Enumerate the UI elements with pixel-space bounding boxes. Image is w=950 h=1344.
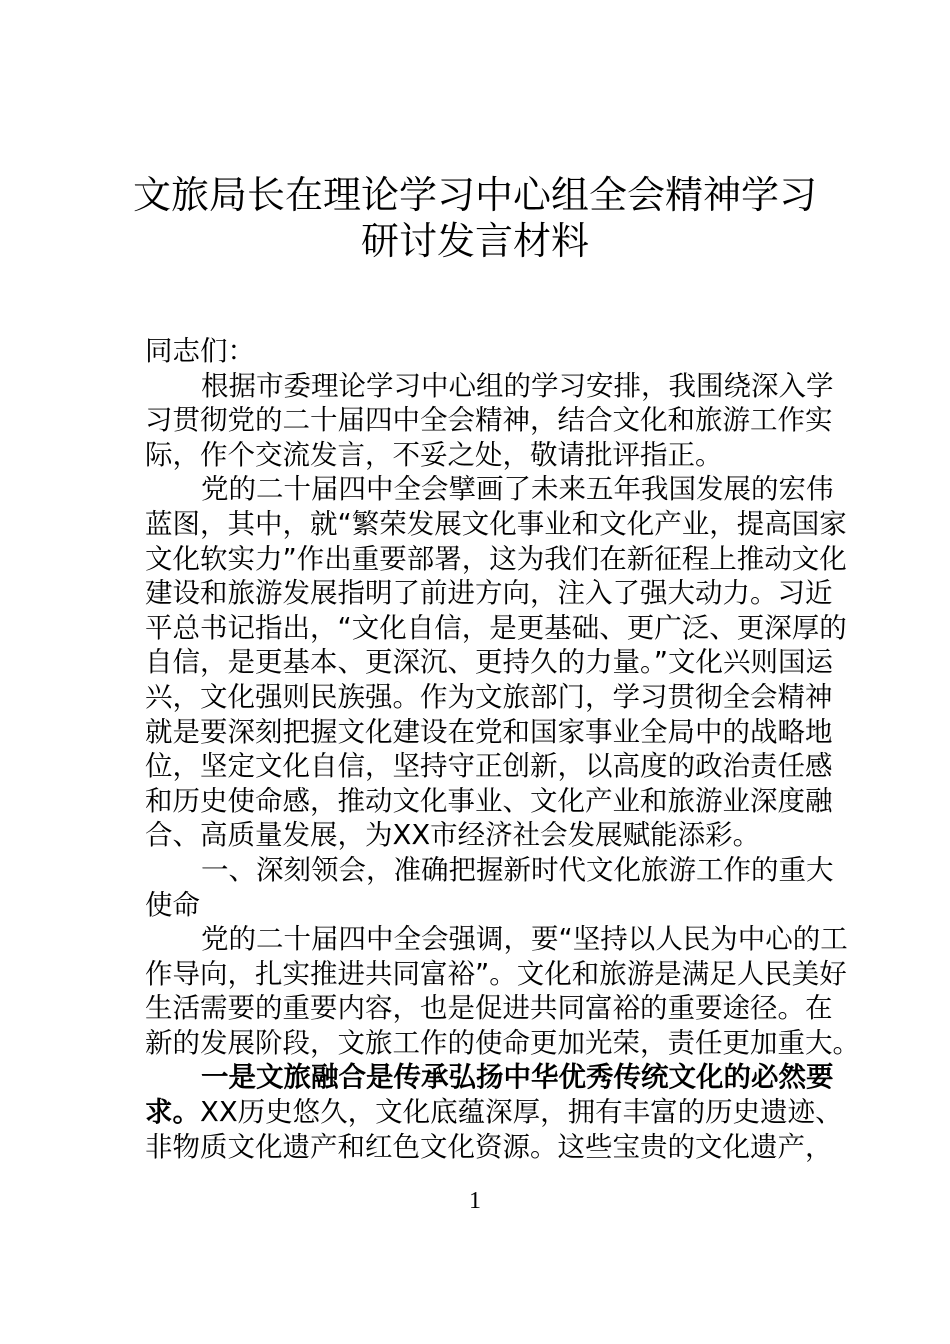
text-line: 蓝图，其中，就“繁荣发展文化事业和文化产业，提高国家 bbox=[145, 507, 847, 540]
text-line: 兴，文化强则民族强。作为文旅部门，学习贯彻全会精神 bbox=[145, 680, 833, 713]
text-line: 文化软实力”作出重要部署，这为我们在新征程上推动文化 bbox=[145, 542, 847, 575]
page-number: 1 bbox=[469, 1188, 481, 1214]
text-line: 就是要深刻把握文化建设在党和国家事业全局中的战略地 bbox=[145, 715, 833, 748]
text-line: 党的二十届四中全会强调，要“坚持以人民为中心的工 bbox=[201, 923, 848, 956]
text-line: 合、高质量发展，为XX市经济社会发展赋能添彩。 bbox=[145, 819, 761, 852]
text-line: 平总书记指出，“文化自信，是更基础、更广泛、更深厚的 bbox=[145, 611, 847, 644]
text-line: 习贯彻党的二十届四中全会精神，结合文化和旅游工作实 bbox=[145, 404, 833, 437]
text-line: 生活需要的重要内容，也是促进共同富裕的重要途径。在 bbox=[145, 992, 833, 1025]
text-line: 和历史使命感，推动文化事业、文化产业和旅游业深度融 bbox=[145, 784, 833, 817]
text-line: 使命 bbox=[145, 888, 200, 921]
text-line: 位，坚定文化自信，坚持守正创新，以高度的政治责任感 bbox=[145, 750, 833, 783]
text-line: 一、深刻领会，准确把握新时代文化旅游工作的重大 bbox=[201, 853, 834, 886]
text: XX历史悠久，文化底蕴深厚，拥有丰富的历史遗迹、 bbox=[200, 1096, 843, 1129]
salutation: 同志们： bbox=[145, 335, 255, 367]
text-line: 作导向，扎实推进共同富裕”。文化和旅游是满足人民美好 bbox=[145, 957, 847, 990]
text-line: 非物质文化遗产和红色文化资源。这些宝贵的文化遗产， bbox=[145, 1130, 833, 1163]
text-line: 新的发展阶段，文旅工作的使命更加光荣，责任更加重大。 bbox=[145, 1026, 860, 1059]
document-title-line-2: 研讨发言材料 bbox=[360, 219, 589, 263]
text-line: 际，作个交流发言，不妥之处，敬请批评指正。 bbox=[145, 438, 723, 471]
text-line bbox=[145, 1095, 843, 1130]
text-line: 自信，是更基本、更深沉、更持久的力量。”文化兴则国运 bbox=[145, 646, 833, 679]
document-title-line-1: 文旅局长在理论学习中心组全会精神学习 bbox=[132, 173, 817, 217]
text-line: 党的二十届四中全会擘画了未来五年我国发展的宏伟 bbox=[201, 473, 834, 506]
text-line: 一是文旅融合是传承弘扬中华优秀传统文化的必然要 bbox=[201, 1061, 834, 1094]
text-line: 建设和旅游发展指明了前进方向，注入了强大动力。习近 bbox=[145, 577, 833, 610]
text-line: 根据市委理论学习中心组的学习安排，我围绕深入学 bbox=[201, 369, 834, 402]
document-body bbox=[145, 334, 860, 1164]
bold-text: 求。 bbox=[145, 1096, 200, 1129]
